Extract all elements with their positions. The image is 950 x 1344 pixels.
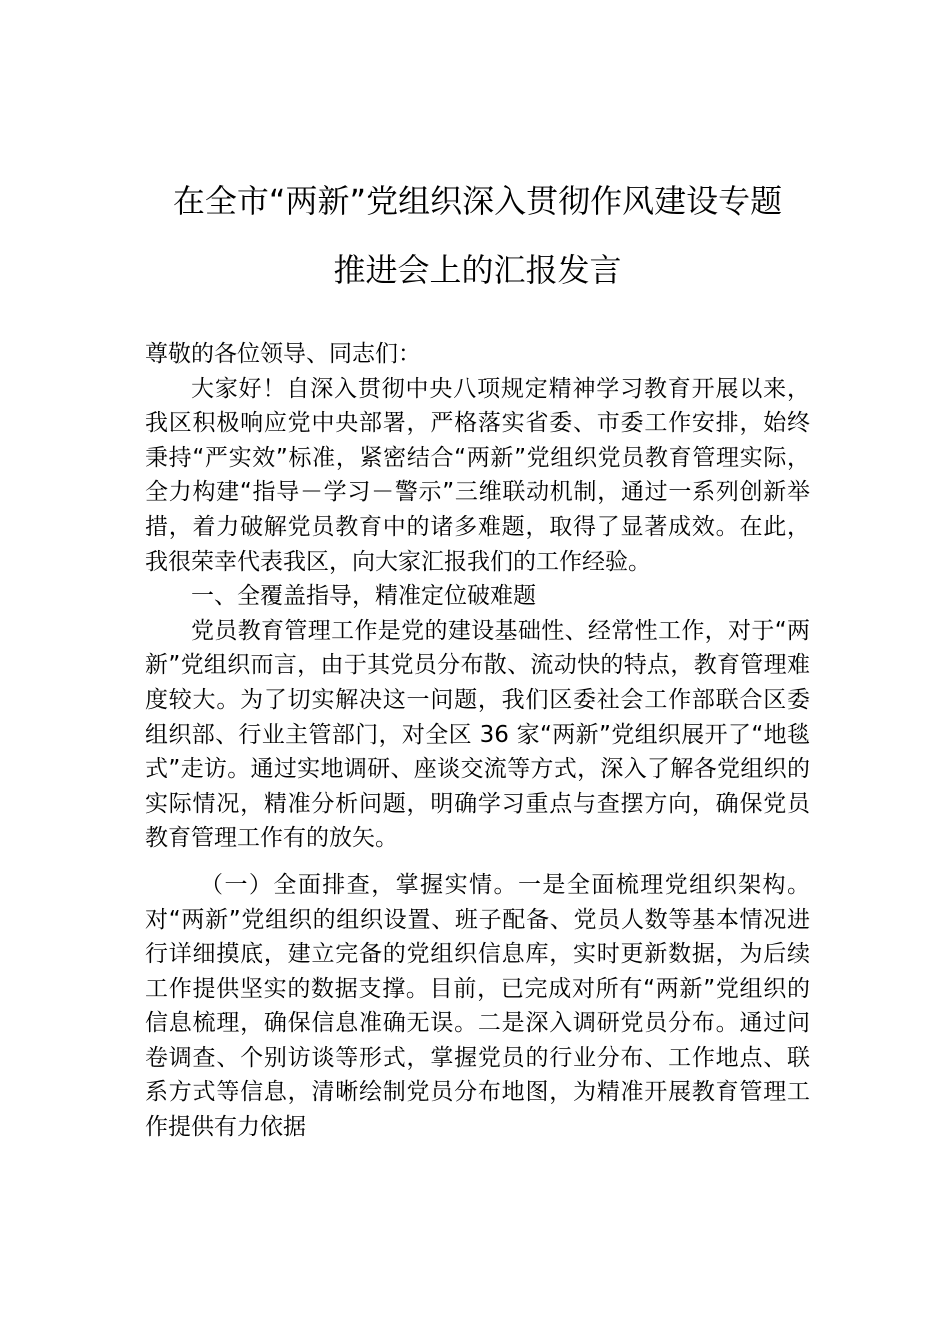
document-body [145,337,810,1145]
document-title-line-2: 推进会上的汇报发言 [333,251,622,289]
salutation: 尊敬的各位领导、同志们： [145,341,421,367]
document-title-line-1: 在全市“两新”党组织深入贯彻作风建设专题 [172,182,783,220]
section-1-paragraph: 党员教育管理工作是党的建设基础性、经常性工作，对于“两新”党组织而言，由于其党员分布散、流动快的特点，教育管理难度较大。为了切实解决这一问题，我们区委社会工作部联合区委组织部、行业主管部门，对全区 36 家“两新”党组织展开了“地毯式”走访。通过实地调研、座谈交流等方式，深入了解各党组织的实际情况，精准分析问题，明确学习重点与查摆方向，确保党员教育管理工作有的放矢。 [145,617,810,852]
intro-paragraph: 大家好！自深入贯彻中央八项规定精神学习教育开展以来，我区积极响应党中央部署，严格落实省委、市委工作安排，始终秉持“严实效”标准，紧密结合“两新”党组织党员教育管理实际，全力构建“指导－学习－警示”三维联动机制，通过一系列创新举措，着力破解党员教育中的诸多难题，取得了显著成效。在此，我很荣幸代表我区，向大家汇报我们的工作经验。 [145,375,810,575]
subsection-1-paragraph: （一）全面排查，掌握实情。一是全面梳理党组织架构。对“两新”党组织的组织设置、班子配备、党员人数等基本情况进行详细摸底，建立完备的党组织信息库，实时更新数据，为后续工作提供坚实的数据支撑。目前，已完成对所有“两新”党组织的信息梳理，确保信息准确无误。二是深入调研党员分布。通过问卷调查、个别访谈等形式，掌握党员的行业分布、工作地点、联系方式等信息，清晰绘制党员分布地图，为精准开展教育管理工作提供有力依据 [145,871,810,1141]
section-1-heading: 一、全覆盖指导，精准定位破难题 [191,583,536,610]
